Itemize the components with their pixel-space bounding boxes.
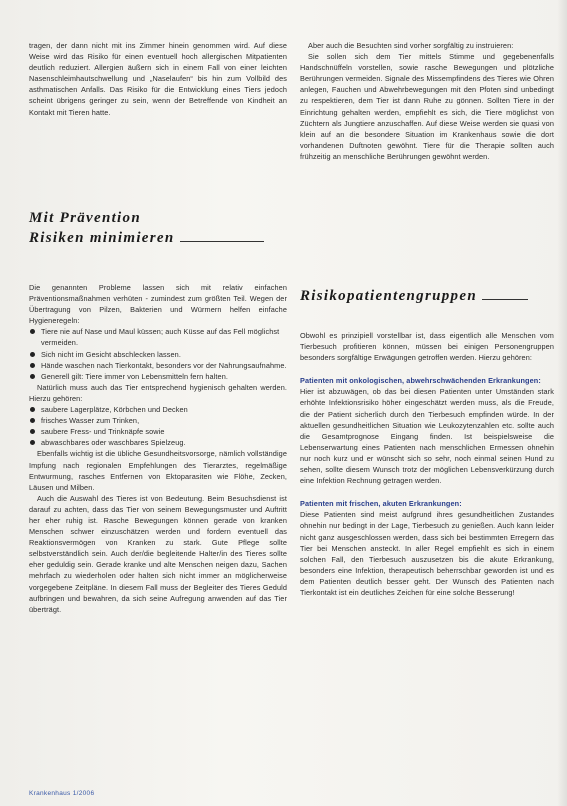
section-heading-risikopatienten — [300, 286, 554, 306]
list-item: saubere Fress- und Trinknäpfe sowie — [29, 426, 287, 437]
subheading-oncology: Patienten mit onkologischen, abwehrschwächenden Erkrankungen: — [300, 376, 541, 386]
housing-paragraph: Natürlich muss auch das Tier entsprechend hygienisch gehalten werden. Hierzu gehören: — [29, 382, 287, 403]
prevention-paragraph: Die genannten Probleme lassen sich mit relativ einfachen Präventionsmaßnahmen verhüten - zumindest zum größten Teil. Wegen der Übertragung von Pilzen, Bakterien und Würmern helfen einfache Hygieneregeln: — [29, 283, 287, 326]
selection-paragraph: Auch die Auswahl des Tieres ist von Bedeutung. Beim Besuchsdienst ist darauf zu achten, dass das Tier von seinem Bewegungsmuster und Auftritt her eher ruhig ist. Rasche Bewegungen können gerade von kranken Menschen schwer einzuschätzen werden und fordern eventuell das Reaktionsvermögen von Kranken zu stark. Gute Pflege sollte selbstverständlich sein. Auch der/die begleitende Halter/in des Tieres sollte eher geduldig sein. Gerade kranke und alte Menschen neigen dazu, Sachen mehrfach zu wiederholen oder halten sich nicht immer an möglicherweise vorgegebene Zeitpläne. In diesem Fall muss der Begleiter des Tieres Geduld aufbringen und bewahren, da sich seine Aufregung anwenden auf das Tier überträgt. — [29, 493, 287, 614]
footer-issue: Krankenhaus 1/2006 — [29, 790, 95, 797]
heading-line-1: Mit Prävention — [29, 210, 141, 226]
oncology-paragraph: Hier ist abzuwägen, ob das bei diesen Patienten unter Umständen stark erhöhte Infektionsrisiko höher eingeschätzt werden muss, als die Freude, die der Patient sicherlich durch den Tierbesuch empfinden würde. In der aktuellen gesundheitlichen Situation wie Leukozytenzahlen etc. sollte auch die Gesamtprognose Eingang finden. Ist beispielsweise die Lebenserwartung eines Patienten nach menschlichen Ermessen ohnehin nur noch kurz und er wünscht sich so sehr, noch einmal seinen Hund zu sehen, sollte diesem Wunsch trotz der möglichen Lebensverkürzung durch eine Infektion Rechnung getragen werden. — [300, 387, 554, 486]
list-item: saubere Lagerplätze, Körbchen und Decken — [29, 404, 287, 415]
list-item: abwaschbares oder waschbares Spielzeug. — [29, 437, 287, 448]
scan-edge — [557, 0, 567, 806]
heading-rule — [482, 299, 528, 300]
list-item: Generell gilt: Tiere immer von Lebensmitteln fern halten. — [29, 371, 287, 382]
list-item: Hände waschen nach Tierkontakt, besonders vor der Nahrungsaufnahme. — [29, 360, 287, 371]
hygiene-list — [29, 326, 287, 381]
vet-care-paragraph: Ebenfalls wichtig ist die übliche Gesundheitsvorsorge, nämlich vollständige Impfung nach regionalen Empfehlungen des Tierarztes, regelmäßige Entwurmung, rasches Entfernen von Ektoparasiten wie Flöhe, Zecken, Läusen und Milben. — [29, 449, 287, 492]
section-heading-praevention — [29, 208, 287, 248]
subheading-acute: Patienten mit frischen, akuten Erkrankungen: — [300, 499, 462, 509]
signals-paragraph: Sie sollen sich dem Tier mittels Stimme und gegebenenfalls Handschnüffeln vorstellen, sowie rasche Bewegungen und plötzliche Berührungen vermeiden. Signale des Missempfindens des Tieres wie Ohren anlegen, Fauchen und Abwehrbewegungen mit den Pfoten sind unbedingt zu respektieren, dem Tier ist dann Ruhe zu gönnen. Sollten Tiere in der Einrichtung gehalten werden, empfiehlt es sich, die Tiere möglichst von Züchtern als Jungtiere anzuschaffen. Auf diese Weise werden sie quasi von klein auf an die besondere Situation im Krankenhaus sowie die dort vorhandenen Duftnoten gewöhnt. Tiere für die Therapie sollten auch frühzeitig an menschliche Berührungen gewöhnt werden. — [300, 52, 554, 161]
heading-risk: Risikopatientengruppen — [300, 288, 477, 304]
housing-list — [29, 404, 287, 448]
visitors-paragraph: Aber auch die Besuchten sind vorher sorgfältig zu instruieren: — [308, 41, 514, 50]
risk-intro-paragraph: Obwohl es prinzipiell vorstellbar ist, dass eigentlich alle Menschen vom Tierbesuch profitieren können, müssen bei einigen Personengruppen besonders sorgfältige Erwägungen getroffen werden. Hierzu gehören: — [300, 331, 554, 363]
heading-line-2: Risiken minimieren — [29, 230, 175, 246]
list-item: Tiere nie auf Nase und Maul küssen; auch Küsse auf das Fell möglichst vermeiden. — [29, 326, 287, 348]
list-item: frisches Wasser zum Trinken, — [29, 415, 287, 426]
list-item: Sich nicht im Gesicht abschlecken lassen. — [29, 349, 287, 360]
left-intro-paragraph: tragen, der dann nicht mit ins Zimmer hinein genommen wird. Auf diese Weise wird das Risiko für einen eventuell hoch allergischen Mitpatienten deutlich reduziert. Allergien äußern sich in einem Fall von einer leichten Nasenschleimhautschwellung und „Naselaufen“ bis hin zum Vollbild des asthmatischen Anfalls. Das Risiko für die Entwicklung eines Tiers jedoch scheint übrigens geringer zu sein, wenn der Betreffende von Kindheit an Kontakt mit Tieren hatte. — [29, 41, 287, 117]
heading-rule — [180, 241, 264, 242]
acute-paragraph: Diese Patienten sind meist aufgrund ihres gesundheitlichen Zustandes ohnehin nur bedingt in der Lage, Tierbesuch zu genießen. Auch kann leider nicht ganz ausgeschlossen werden, dass sich bei bestimmten Erregern das Tier bei Menschen ansteckt. In aller Regel empfiehlt es sich in einem solchen Fall, den Tierbesuch auszusetzen bis die akute Erkrankung, besonders eine Infektion, therapeutisch beherrschbar geworden ist und es dem Patienten deutlich besser geht. Der Wunsch des Patienten nach Tierkontakt ist ein deutliches Zeichen für eine solche Besserung! — [300, 510, 554, 597]
